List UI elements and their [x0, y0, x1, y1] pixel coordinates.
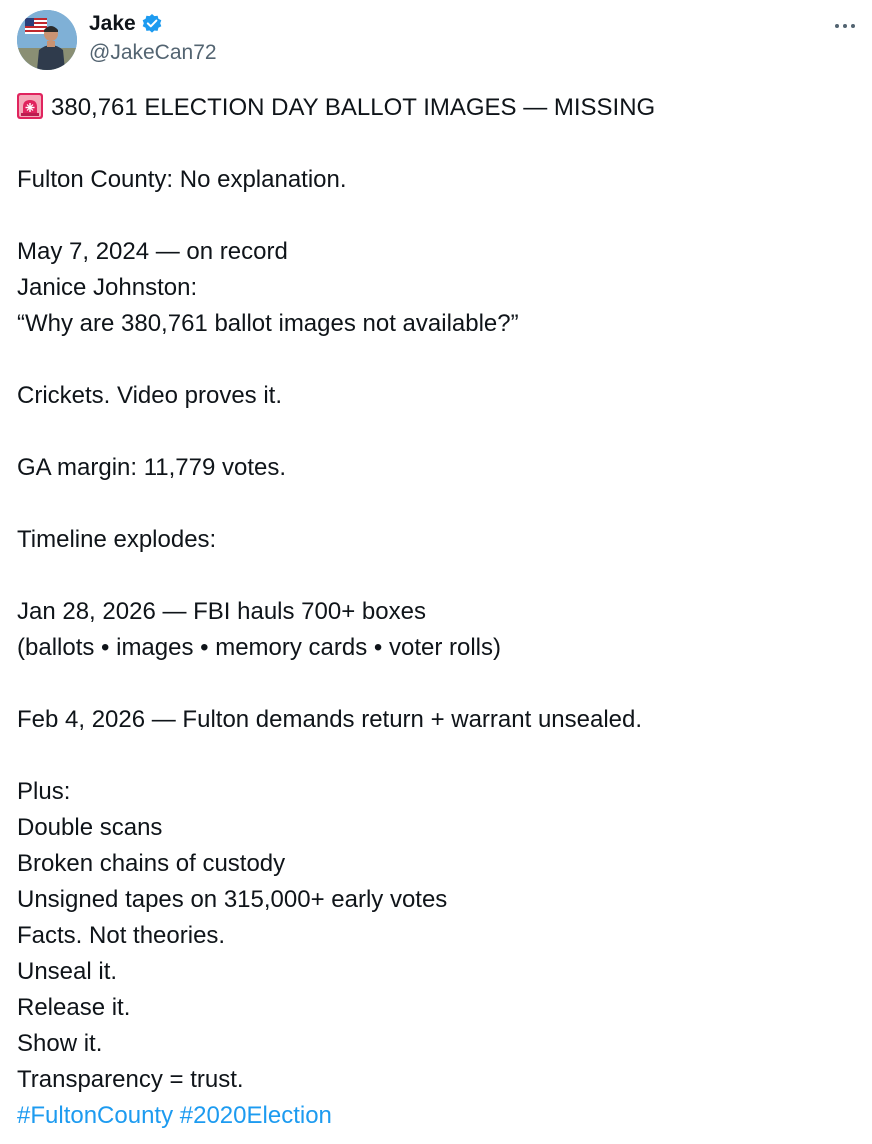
list-line: Unsigned tapes on 315,000+ early votes	[17, 886, 448, 913]
text-line: Jan 28, 2026 — FBI hauls 700+ boxes	[17, 598, 426, 625]
list-line: Broken chains of custody	[17, 850, 286, 877]
tweet-text	[17, 90, 857, 1134]
rotating-light-icon	[17, 93, 43, 130]
list-line: Double scans	[17, 814, 163, 841]
avatar-image	[17, 10, 77, 70]
text-line: (ballots • images • memory cards • voter rolls)	[17, 634, 501, 661]
more-dot	[835, 24, 839, 28]
verified-badge-icon	[141, 13, 163, 35]
hashtag-link[interactable]: #FultonCounty	[17, 1102, 174, 1129]
text-line: Fulton County: No explanation.	[17, 166, 347, 193]
more-dot	[851, 24, 855, 28]
more-dot	[843, 24, 847, 28]
hashtag-link[interactable]: #2020Election	[179, 1102, 332, 1129]
list-line: Transparency = trust.	[17, 1066, 244, 1093]
headline-text: 380,761 ELECTION DAY BALLOT IMAGES — MISSING	[51, 94, 656, 121]
text-line: “Why are 380,761 ballot images not available?”	[17, 310, 519, 337]
text-line: Timeline explodes:	[17, 526, 217, 553]
list-line: Unseal it.	[17, 958, 118, 985]
text-line: Janice Johnston:	[17, 274, 198, 301]
text-line: Crickets. Video proves it.	[17, 382, 282, 409]
text-line: Feb 4, 2026 — Fulton demands return + warrant unsealed.	[17, 706, 643, 733]
text-line: May 7, 2024 — on record	[17, 238, 288, 265]
author-handle[interactable]: @JakeCan72	[89, 41, 217, 64]
list-line: Facts. Not theories.	[17, 922, 226, 949]
avatar[interactable]	[17, 10, 77, 70]
list-line: Show it.	[17, 1030, 103, 1057]
author-display-name[interactable]: Jake	[89, 12, 136, 35]
text-line: GA margin: 11,779 votes.	[17, 454, 287, 481]
list-line: Plus:	[17, 778, 71, 805]
hashtags-line	[17, 1098, 857, 1134]
list-line: Release it.	[17, 994, 131, 1021]
headline-line	[17, 90, 857, 126]
more-options-icon[interactable]	[830, 14, 860, 38]
author-name-row[interactable]	[89, 11, 163, 37]
